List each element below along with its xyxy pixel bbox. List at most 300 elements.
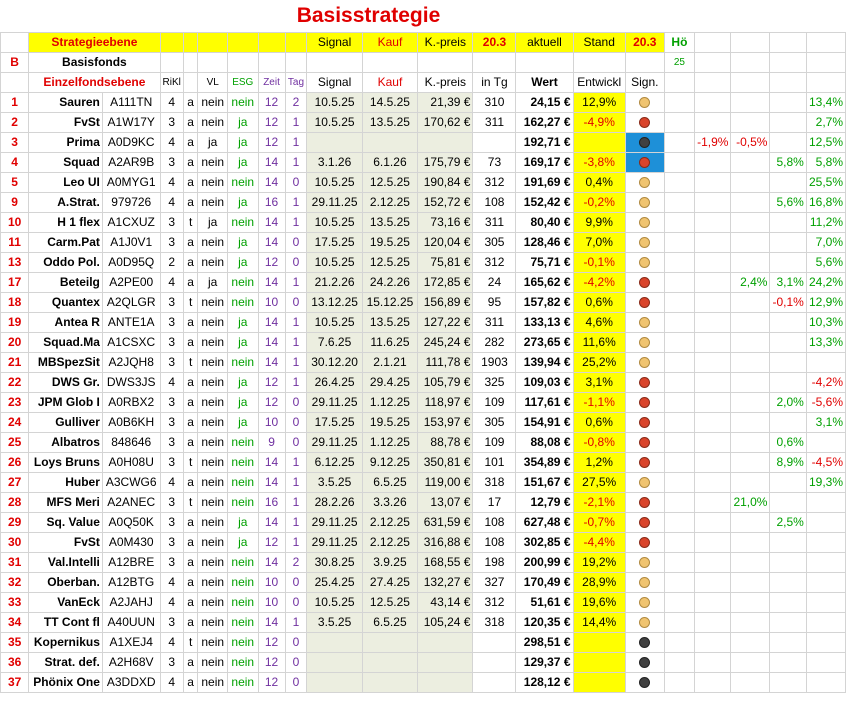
fund-signal[interactable]: 29.11.25 bbox=[307, 433, 362, 453]
fund-riki[interactable]: 3 bbox=[160, 113, 183, 133]
fund-kauf[interactable] bbox=[362, 673, 417, 693]
side-value-s1[interactable] bbox=[731, 613, 770, 633]
row-number[interactable]: 5 bbox=[1, 173, 29, 193]
fund-kauf[interactable]: 9.12.25 bbox=[362, 453, 417, 473]
fund-name[interactable]: Sq. Value bbox=[29, 513, 103, 533]
fund-vl[interactable]: a bbox=[183, 333, 198, 353]
fund-vl2[interactable]: ja bbox=[198, 213, 228, 233]
row-number[interactable]: 1 bbox=[1, 93, 29, 113]
fund-entwicklung[interactable]: 12,9% bbox=[573, 93, 625, 113]
fund-vl2[interactable]: nein bbox=[198, 293, 228, 313]
fund-kauf[interactable]: 2.12.25 bbox=[362, 533, 417, 553]
side-value-s1[interactable] bbox=[731, 353, 770, 373]
fund-riki[interactable]: 4 bbox=[160, 593, 183, 613]
side-value-s1[interactable]: 21,0% bbox=[731, 493, 770, 513]
fund-signal[interactable]: 29.11.25 bbox=[307, 513, 362, 533]
fund-entwicklung[interactable] bbox=[573, 133, 625, 153]
side-value-s3[interactable] bbox=[806, 633, 845, 653]
fund-riki[interactable]: 4 bbox=[160, 473, 183, 493]
fund-intg[interactable]: 311 bbox=[473, 113, 516, 133]
fund-kpreis[interactable]: 120,04 € bbox=[418, 233, 473, 253]
side-value-s3[interactable]: 5,8% bbox=[806, 153, 845, 173]
fund-wert[interactable]: 192,71 € bbox=[516, 133, 573, 153]
signal-cell[interactable] bbox=[625, 513, 664, 533]
fund-isin[interactable]: DWS3JS bbox=[102, 373, 160, 393]
fund-riki[interactable]: 3 bbox=[160, 513, 183, 533]
side-value-s0[interactable] bbox=[695, 313, 731, 333]
fund-signal[interactable] bbox=[307, 673, 362, 693]
fund-zeit[interactable]: 14 bbox=[258, 473, 285, 493]
fund-entwicklung[interactable]: 3,1% bbox=[573, 373, 625, 393]
side-value-s3[interactable] bbox=[806, 613, 845, 633]
fund-esg[interactable]: ja bbox=[228, 113, 259, 133]
side-value-s3[interactable] bbox=[806, 553, 845, 573]
row-number[interactable]: 18 bbox=[1, 293, 29, 313]
fund-zeit[interactable]: 12 bbox=[258, 653, 285, 673]
signal-cell[interactable] bbox=[625, 573, 664, 593]
fund-vl[interactable]: a bbox=[183, 533, 198, 553]
fund-wert[interactable]: 128,46 € bbox=[516, 233, 573, 253]
side-value-s2[interactable] bbox=[770, 133, 806, 153]
side-value-s0[interactable] bbox=[695, 193, 731, 213]
side-value-s3[interactable]: 2,7% bbox=[806, 113, 845, 133]
fund-vl2[interactable]: nein bbox=[198, 593, 228, 613]
fund-zeit[interactable]: 14 bbox=[258, 153, 285, 173]
fund-zeit[interactable]: 12 bbox=[258, 253, 285, 273]
fund-wert[interactable]: 51,61 € bbox=[516, 593, 573, 613]
fund-tag[interactable]: 1 bbox=[285, 453, 307, 473]
empty-cell[interactable] bbox=[664, 473, 694, 493]
side-value-s1[interactable] bbox=[731, 673, 770, 693]
side-value-s1[interactable] bbox=[731, 173, 770, 193]
fund-tag[interactable]: 1 bbox=[285, 513, 307, 533]
fund-intg[interactable]: 198 bbox=[473, 553, 516, 573]
fund-kauf[interactable]: 6.5.25 bbox=[362, 473, 417, 493]
fund-kpreis[interactable]: 127,22 € bbox=[418, 313, 473, 333]
fund-isin[interactable]: A1J0V1 bbox=[102, 233, 160, 253]
fund-name[interactable]: FvSt bbox=[29, 533, 103, 553]
row-number[interactable]: 2 bbox=[1, 113, 29, 133]
fund-vl[interactable]: a bbox=[183, 133, 198, 153]
fund-tag[interactable]: 1 bbox=[285, 473, 307, 493]
fund-wert[interactable]: 133,13 € bbox=[516, 313, 573, 333]
fund-esg[interactable]: nein bbox=[228, 633, 259, 653]
fund-kpreis[interactable]: 105,24 € bbox=[418, 613, 473, 633]
fund-entwicklung[interactable]: -0,1% bbox=[573, 253, 625, 273]
side-value-s2[interactable] bbox=[770, 533, 806, 553]
fund-signal[interactable]: 7.6.25 bbox=[307, 333, 362, 353]
side-value-s2[interactable]: -0,1% bbox=[770, 293, 806, 313]
fund-isin[interactable]: A2JAHJ bbox=[102, 593, 160, 613]
empty-cell[interactable] bbox=[664, 93, 694, 113]
fund-kauf[interactable]: 24.2.26 bbox=[362, 273, 417, 293]
row-number[interactable]: 32 bbox=[1, 573, 29, 593]
signal-cell[interactable] bbox=[625, 213, 664, 233]
fund-vl[interactable]: a bbox=[183, 253, 198, 273]
signal-cell[interactable] bbox=[625, 553, 664, 573]
fund-kauf[interactable]: 6.5.25 bbox=[362, 613, 417, 633]
fund-intg[interactable]: 312 bbox=[473, 173, 516, 193]
side-value-s2[interactable] bbox=[770, 173, 806, 193]
side-value-s3[interactable]: 3,1% bbox=[806, 413, 845, 433]
fund-vl2[interactable]: nein bbox=[198, 113, 228, 133]
fund-esg[interactable]: nein bbox=[228, 493, 259, 513]
fund-riki[interactable]: 3 bbox=[160, 353, 183, 373]
side-value-s0[interactable] bbox=[695, 373, 731, 393]
row-number[interactable]: 10 bbox=[1, 213, 29, 233]
fund-name[interactable]: Carm.Pat bbox=[29, 233, 103, 253]
row-number[interactable]: 21 bbox=[1, 353, 29, 373]
fund-tag[interactable]: 1 bbox=[285, 193, 307, 213]
empty-cell[interactable] bbox=[664, 533, 694, 553]
fund-tag[interactable]: 0 bbox=[285, 393, 307, 413]
fund-vl2[interactable]: nein bbox=[198, 633, 228, 653]
fund-vl2[interactable]: nein bbox=[198, 533, 228, 553]
fund-riki[interactable]: 3 bbox=[160, 613, 183, 633]
row-number[interactable]: 26 bbox=[1, 453, 29, 473]
fund-vl2[interactable]: nein bbox=[198, 573, 228, 593]
side-value-s2[interactable] bbox=[770, 413, 806, 433]
fund-isin[interactable]: A0RBX2 bbox=[102, 393, 160, 413]
fund-riki[interactable]: 3 bbox=[160, 313, 183, 333]
fund-entwicklung[interactable]: -0,2% bbox=[573, 193, 625, 213]
fund-zeit[interactable]: 14 bbox=[258, 173, 285, 193]
fund-kpreis[interactable]: 153,97 € bbox=[418, 413, 473, 433]
fund-name[interactable]: Oberban. bbox=[29, 573, 103, 593]
fund-name[interactable]: DWS Gr. bbox=[29, 373, 103, 393]
side-value-s0[interactable] bbox=[695, 153, 731, 173]
fund-esg[interactable]: nein bbox=[228, 433, 259, 453]
side-value-s1[interactable] bbox=[731, 153, 770, 173]
fund-entwicklung[interactable]: -3,8% bbox=[573, 153, 625, 173]
signal-cell[interactable] bbox=[625, 613, 664, 633]
fund-entwicklung[interactable]: -0,8% bbox=[573, 433, 625, 453]
fund-riki[interactable]: 4 bbox=[160, 93, 183, 113]
fund-vl[interactable]: a bbox=[183, 373, 198, 393]
fund-kauf[interactable]: 12.5.25 bbox=[362, 253, 417, 273]
fund-tag[interactable]: 1 bbox=[285, 373, 307, 393]
row-number[interactable]: 23 bbox=[1, 393, 29, 413]
fund-zeit[interactable]: 12 bbox=[258, 93, 285, 113]
fund-wert[interactable]: 152,42 € bbox=[516, 193, 573, 213]
fund-vl2[interactable]: nein bbox=[198, 433, 228, 453]
signal-cell[interactable] bbox=[625, 253, 664, 273]
fund-intg[interactable] bbox=[473, 653, 516, 673]
signal-cell[interactable] bbox=[625, 473, 664, 493]
fund-riki[interactable]: 3 bbox=[160, 293, 183, 313]
fund-vl[interactable]: a bbox=[183, 93, 198, 113]
fund-name[interactable]: Beteilg bbox=[29, 273, 103, 293]
signal-cell[interactable] bbox=[625, 493, 664, 513]
fund-tag[interactable]: 0 bbox=[285, 233, 307, 253]
fund-vl2[interactable]: nein bbox=[198, 393, 228, 413]
fund-esg[interactable]: nein bbox=[228, 473, 259, 493]
fund-tag[interactable]: 1 bbox=[285, 153, 307, 173]
side-value-s0[interactable] bbox=[695, 173, 731, 193]
fund-name[interactable]: MBSpezSit bbox=[29, 353, 103, 373]
row-number[interactable]: 28 bbox=[1, 493, 29, 513]
fund-name[interactable]: Loys Bruns bbox=[29, 453, 103, 473]
side-value-s3[interactable]: 16,8% bbox=[806, 193, 845, 213]
fund-zeit[interactable]: 10 bbox=[258, 413, 285, 433]
side-value-s2[interactable] bbox=[770, 253, 806, 273]
fund-riki[interactable]: 3 bbox=[160, 493, 183, 513]
fund-entwicklung[interactable]: 0,6% bbox=[573, 293, 625, 313]
fund-tag[interactable]: 1 bbox=[285, 613, 307, 633]
fund-signal[interactable]: 26.4.25 bbox=[307, 373, 362, 393]
fund-signal[interactable] bbox=[307, 133, 362, 153]
fund-zeit[interactable]: 14 bbox=[258, 233, 285, 253]
fund-isin[interactable]: A3CWG6 bbox=[102, 473, 160, 493]
signal-cell[interactable] bbox=[625, 393, 664, 413]
side-value-s2[interactable] bbox=[770, 333, 806, 353]
fund-riki[interactable]: 4 bbox=[160, 673, 183, 693]
empty-cell[interactable] bbox=[664, 133, 694, 153]
fund-vl[interactable]: t bbox=[183, 213, 198, 233]
fund-kauf[interactable]: 3.9.25 bbox=[362, 553, 417, 573]
fund-entwicklung[interactable] bbox=[573, 653, 625, 673]
fund-kpreis[interactable]: 111,78 € bbox=[418, 353, 473, 373]
fund-entwicklung[interactable] bbox=[573, 673, 625, 693]
fund-esg[interactable]: nein bbox=[228, 273, 259, 293]
empty-cell[interactable] bbox=[664, 293, 694, 313]
fund-tag[interactable]: 1 bbox=[285, 213, 307, 233]
fund-isin[interactable]: A2ANEC bbox=[102, 493, 160, 513]
side-value-s0[interactable] bbox=[695, 273, 731, 293]
signal-cell[interactable] bbox=[625, 433, 664, 453]
fund-signal[interactable] bbox=[307, 633, 362, 653]
fund-tag[interactable]: 1 bbox=[285, 353, 307, 373]
side-value-s3[interactable] bbox=[806, 513, 845, 533]
fund-zeit[interactable]: 12 bbox=[258, 113, 285, 133]
fund-zeit[interactable]: 16 bbox=[258, 493, 285, 513]
fund-intg[interactable]: 312 bbox=[473, 253, 516, 273]
fund-isin[interactable]: A2H68V bbox=[102, 653, 160, 673]
side-value-s1[interactable] bbox=[731, 333, 770, 353]
side-value-s0[interactable] bbox=[695, 293, 731, 313]
signal-cell[interactable] bbox=[625, 173, 664, 193]
side-value-s0[interactable] bbox=[695, 653, 731, 673]
fund-name[interactable]: Prima bbox=[29, 133, 103, 153]
signal-cell[interactable] bbox=[625, 233, 664, 253]
fund-tag[interactable]: 1 bbox=[285, 533, 307, 553]
empty-cell[interactable] bbox=[664, 113, 694, 133]
fund-intg[interactable]: 311 bbox=[473, 313, 516, 333]
fund-zeit[interactable]: 12 bbox=[258, 673, 285, 693]
fund-kpreis[interactable]: 88,78 € bbox=[418, 433, 473, 453]
fund-name[interactable]: Albatros bbox=[29, 433, 103, 453]
fund-zeit[interactable]: 16 bbox=[258, 193, 285, 213]
side-value-s1[interactable] bbox=[731, 293, 770, 313]
side-value-s3[interactable] bbox=[806, 353, 845, 373]
fund-entwicklung[interactable]: -4,4% bbox=[573, 533, 625, 553]
fund-kpreis[interactable]: 168,55 € bbox=[418, 553, 473, 573]
row-number[interactable]: 34 bbox=[1, 613, 29, 633]
row-number[interactable]: 11 bbox=[1, 233, 29, 253]
fund-kauf[interactable]: 1.12.25 bbox=[362, 393, 417, 413]
row-number[interactable]: 35 bbox=[1, 633, 29, 653]
fund-kpreis[interactable]: 75,81 € bbox=[418, 253, 473, 273]
fund-vl2[interactable]: nein bbox=[198, 653, 228, 673]
fund-isin[interactable]: A12BTG bbox=[102, 573, 160, 593]
side-value-s3[interactable] bbox=[806, 533, 845, 553]
fund-isin[interactable]: A0MYG1 bbox=[102, 173, 160, 193]
fund-isin[interactable]: A2JQH8 bbox=[102, 353, 160, 373]
fund-riki[interactable]: 3 bbox=[160, 213, 183, 233]
fund-intg[interactable]: 108 bbox=[473, 513, 516, 533]
side-value-s1[interactable] bbox=[731, 373, 770, 393]
fund-vl2[interactable]: nein bbox=[198, 233, 228, 253]
fund-name[interactable]: Phönix One bbox=[29, 673, 103, 693]
fund-esg[interactable]: ja bbox=[228, 413, 259, 433]
fund-wert[interactable]: 157,82 € bbox=[516, 293, 573, 313]
fund-entwicklung[interactable]: 7,0% bbox=[573, 233, 625, 253]
fund-esg[interactable]: ja bbox=[228, 133, 259, 153]
fund-isin[interactable]: A2AR9B bbox=[102, 153, 160, 173]
fund-kauf[interactable] bbox=[362, 633, 417, 653]
side-value-s0[interactable] bbox=[695, 573, 731, 593]
signal-cell[interactable] bbox=[625, 353, 664, 373]
fund-kpreis[interactable]: 316,88 € bbox=[418, 533, 473, 553]
fund-entwicklung[interactable]: 19,2% bbox=[573, 553, 625, 573]
fund-vl2[interactable]: nein bbox=[198, 413, 228, 433]
side-value-s2[interactable] bbox=[770, 473, 806, 493]
side-value-s1[interactable] bbox=[731, 553, 770, 573]
fund-entwicklung[interactable] bbox=[573, 633, 625, 653]
fund-name[interactable]: Leo UI bbox=[29, 173, 103, 193]
fund-kpreis[interactable]: 152,72 € bbox=[418, 193, 473, 213]
side-value-s1[interactable] bbox=[731, 253, 770, 273]
fund-kpreis[interactable]: 21,39 € bbox=[418, 93, 473, 113]
fund-isin[interactable]: A0D95Q bbox=[102, 253, 160, 273]
fund-riki[interactable]: 4 bbox=[160, 573, 183, 593]
fund-vl2[interactable]: nein bbox=[198, 253, 228, 273]
fund-name[interactable]: Antea R bbox=[29, 313, 103, 333]
fund-vl[interactable]: a bbox=[183, 173, 198, 193]
fund-vl2[interactable]: nein bbox=[198, 313, 228, 333]
fund-isin[interactable]: A0M430 bbox=[102, 533, 160, 553]
row-number[interactable]: 24 bbox=[1, 413, 29, 433]
fund-wert[interactable]: 88,08 € bbox=[516, 433, 573, 453]
fund-signal[interactable]: 10.5.25 bbox=[307, 213, 362, 233]
fund-esg[interactable]: nein bbox=[228, 453, 259, 473]
row-number[interactable]: 22 bbox=[1, 373, 29, 393]
fund-entwicklung[interactable]: -0,7% bbox=[573, 513, 625, 533]
fund-zeit[interactable]: 9 bbox=[258, 433, 285, 453]
side-value-s2[interactable] bbox=[770, 653, 806, 673]
fund-riki[interactable]: 3 bbox=[160, 393, 183, 413]
fund-signal[interactable]: 29.11.25 bbox=[307, 193, 362, 213]
fund-name[interactable]: Quantex bbox=[29, 293, 103, 313]
fund-kpreis[interactable]: 43,14 € bbox=[418, 593, 473, 613]
fund-kpreis[interactable] bbox=[418, 133, 473, 153]
fund-entwicklung[interactable]: 9,9% bbox=[573, 213, 625, 233]
fund-entwicklung[interactable]: -2,1% bbox=[573, 493, 625, 513]
fund-name[interactable]: Oddo Pol. bbox=[29, 253, 103, 273]
side-value-s2[interactable]: 3,1% bbox=[770, 273, 806, 293]
fund-wert[interactable]: 302,85 € bbox=[516, 533, 573, 553]
fund-name[interactable]: A.Strat. bbox=[29, 193, 103, 213]
fund-tag[interactable]: 0 bbox=[285, 413, 307, 433]
side-value-s3[interactable]: -5,6% bbox=[806, 393, 845, 413]
fund-vl2[interactable]: nein bbox=[198, 373, 228, 393]
fund-isin[interactable]: A1CXUZ bbox=[102, 213, 160, 233]
fund-isin[interactable]: A12BRE bbox=[102, 553, 160, 573]
side-value-s3[interactable] bbox=[806, 593, 845, 613]
fund-kpreis[interactable]: 245,24 € bbox=[418, 333, 473, 353]
fund-zeit[interactable]: 10 bbox=[258, 573, 285, 593]
fund-entwicklung[interactable]: 19,6% bbox=[573, 593, 625, 613]
fund-name[interactable]: Huber bbox=[29, 473, 103, 493]
fund-intg[interactable]: 24 bbox=[473, 273, 516, 293]
side-value-s1[interactable] bbox=[731, 233, 770, 253]
fund-esg[interactable]: nein bbox=[228, 213, 259, 233]
side-value-s1[interactable] bbox=[731, 573, 770, 593]
signal-cell[interactable] bbox=[625, 113, 664, 133]
fund-entwicklung[interactable]: 27,5% bbox=[573, 473, 625, 493]
fund-esg[interactable]: nein bbox=[228, 573, 259, 593]
fund-vl[interactable]: t bbox=[183, 453, 198, 473]
fund-wert[interactable]: 162,27 € bbox=[516, 113, 573, 133]
fund-intg[interactable]: 73 bbox=[473, 153, 516, 173]
fund-isin[interactable]: A40UUN bbox=[102, 613, 160, 633]
fund-kauf[interactable]: 13.5.25 bbox=[362, 213, 417, 233]
fund-vl2[interactable]: nein bbox=[198, 93, 228, 113]
fund-isin[interactable]: A1CSXC bbox=[102, 333, 160, 353]
fund-intg[interactable]: 318 bbox=[473, 473, 516, 493]
fund-wert[interactable]: 170,49 € bbox=[516, 573, 573, 593]
fund-vl[interactable]: a bbox=[183, 473, 198, 493]
fund-entwicklung[interactable]: 0,4% bbox=[573, 173, 625, 193]
side-value-s3[interactable] bbox=[806, 653, 845, 673]
fund-kauf[interactable]: 13.5.25 bbox=[362, 313, 417, 333]
side-value-s2[interactable] bbox=[770, 573, 806, 593]
fund-name[interactable]: FvSt bbox=[29, 113, 103, 133]
fund-esg[interactable]: nein bbox=[228, 553, 259, 573]
fund-isin[interactable]: A111TN bbox=[102, 93, 160, 113]
fund-esg[interactable]: ja bbox=[228, 533, 259, 553]
fund-kauf[interactable]: 12.5.25 bbox=[362, 593, 417, 613]
signal-cell[interactable] bbox=[625, 453, 664, 473]
empty-cell[interactable] bbox=[664, 233, 694, 253]
fund-esg[interactable]: ja bbox=[228, 153, 259, 173]
fund-vl[interactable]: a bbox=[183, 433, 198, 453]
fund-vl2[interactable]: nein bbox=[198, 453, 228, 473]
fund-vl[interactable]: a bbox=[183, 193, 198, 213]
fund-tag[interactable]: 2 bbox=[285, 93, 307, 113]
signal-cell[interactable] bbox=[625, 153, 664, 173]
fund-wert[interactable]: 117,61 € bbox=[516, 393, 573, 413]
side-value-s0[interactable] bbox=[695, 93, 731, 113]
fund-wert[interactable]: 128,12 € bbox=[516, 673, 573, 693]
fund-kauf[interactable]: 14.5.25 bbox=[362, 93, 417, 113]
signal-cell[interactable] bbox=[625, 413, 664, 433]
fund-intg[interactable]: 325 bbox=[473, 373, 516, 393]
fund-intg[interactable]: 17 bbox=[473, 493, 516, 513]
row-number[interactable]: 31 bbox=[1, 553, 29, 573]
fund-esg[interactable]: ja bbox=[228, 313, 259, 333]
fund-esg[interactable]: nein bbox=[228, 173, 259, 193]
side-value-s1[interactable] bbox=[731, 193, 770, 213]
side-value-s3[interactable]: 13,4% bbox=[806, 93, 845, 113]
side-value-s1[interactable] bbox=[731, 93, 770, 113]
fund-vl[interactable]: a bbox=[183, 613, 198, 633]
fund-esg[interactable]: nein bbox=[228, 353, 259, 373]
fund-intg[interactable]: 282 bbox=[473, 333, 516, 353]
signal-cell[interactable] bbox=[625, 313, 664, 333]
fund-intg[interactable]: 108 bbox=[473, 193, 516, 213]
fund-kpreis[interactable]: 156,89 € bbox=[418, 293, 473, 313]
